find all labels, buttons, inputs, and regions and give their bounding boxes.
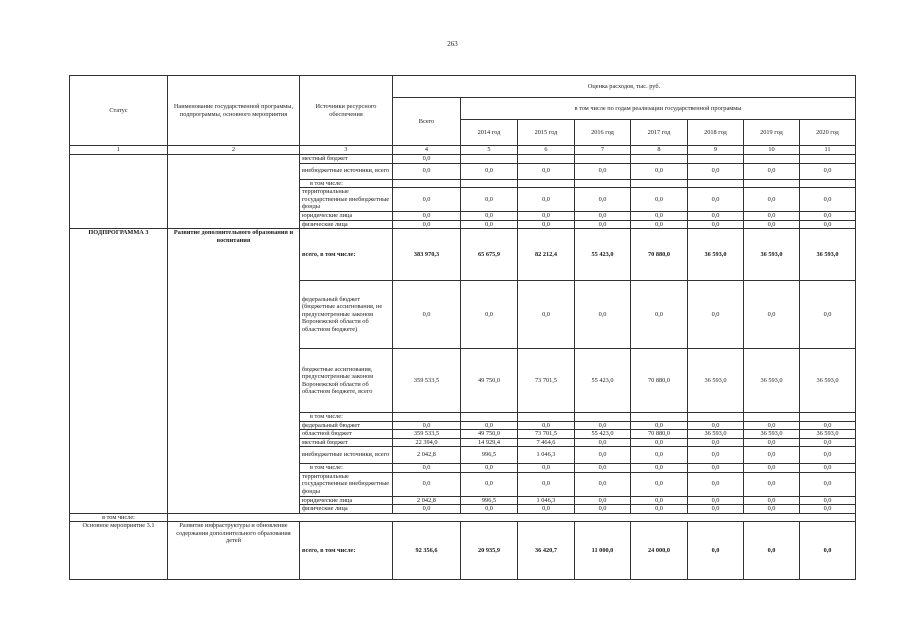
value-cell: 55 423,0 — [575, 349, 631, 413]
value-cell — [518, 155, 575, 164]
value-cell: 0,0 — [518, 464, 575, 473]
empty-cell — [168, 513, 856, 522]
value-cell: 0,0 — [800, 281, 856, 349]
value-cell: 0,0 — [575, 212, 631, 221]
source-label: в том числе: — [300, 179, 393, 188]
value-cell — [800, 179, 856, 188]
value-cell: 0,0 — [631, 212, 688, 221]
value-cell: 2 042,8 — [393, 447, 461, 464]
column-number: 8 — [631, 146, 688, 155]
value-cell: 0,0 — [575, 472, 631, 496]
value-cell: 36 593,0 — [688, 430, 744, 439]
value-cell — [744, 179, 800, 188]
value-cell: 0,0 — [800, 421, 856, 430]
value-cell: 36 420,7 — [518, 522, 575, 580]
source-label: всего, в том числе: — [300, 229, 393, 281]
value-cell: 0,0 — [800, 447, 856, 464]
value-cell — [575, 179, 631, 188]
value-cell: 0,0 — [518, 281, 575, 349]
value-cell: 0,0 — [688, 281, 744, 349]
value-cell: 0,0 — [800, 522, 856, 580]
value-cell: 92 356,6 — [393, 522, 461, 580]
value-cell: 36 593,0 — [800, 229, 856, 281]
header-year: 2020 год — [800, 120, 856, 146]
value-cell: 11 000,0 — [575, 522, 631, 580]
value-cell: 0,0 — [744, 281, 800, 349]
source-label: всего, в том числе: — [300, 522, 393, 580]
value-cell: 82 212,4 — [518, 229, 575, 281]
column-number: 11 — [800, 146, 856, 155]
value-cell: 0,0 — [688, 472, 744, 496]
value-cell: 0,0 — [688, 464, 744, 473]
value-cell: 0,0 — [518, 220, 575, 229]
value-cell: 0,0 — [688, 496, 744, 505]
value-cell: 7 464,6 — [518, 438, 575, 447]
value-cell: 0,0 — [393, 421, 461, 430]
value-cell: 0,0 — [393, 155, 461, 164]
value-cell: 0,0 — [575, 505, 631, 514]
value-cell: 24 000,0 — [631, 522, 688, 580]
subprogram-status: ПОДПРОГРАММА 3 — [70, 229, 168, 514]
value-cell: 0,0 — [575, 447, 631, 464]
value-cell: 0,0 — [518, 421, 575, 430]
header-year: 2016 год — [575, 120, 631, 146]
value-cell: 70 880,0 — [631, 430, 688, 439]
value-cell: 0,0 — [461, 188, 518, 212]
value-cell — [575, 155, 631, 164]
value-cell: 0,0 — [461, 464, 518, 473]
source-label: федеральный бюджет — [300, 421, 393, 430]
value-cell: 0,0 — [744, 464, 800, 473]
value-cell: 73 701,5 — [518, 430, 575, 439]
measure-status: Основное мероприятие 3.1 — [70, 522, 168, 580]
value-cell: 0,0 — [393, 281, 461, 349]
table-row — [70, 155, 856, 164]
value-cell: 36 593,0 — [800, 430, 856, 439]
value-cell: 0,0 — [631, 163, 688, 179]
value-cell: 0,0 — [461, 220, 518, 229]
value-cell: 0,0 — [631, 496, 688, 505]
value-cell: 0,0 — [575, 464, 631, 473]
value-cell: 0,0 — [461, 472, 518, 496]
value-cell: 0,0 — [688, 447, 744, 464]
value-cell: 0,0 — [744, 188, 800, 212]
value-cell — [800, 413, 856, 422]
header-total: Всего — [393, 98, 461, 146]
value-cell: 0,0 — [800, 505, 856, 514]
value-cell: 49 750,0 — [461, 430, 518, 439]
value-cell: 0,0 — [518, 188, 575, 212]
value-cell: 996,5 — [461, 447, 518, 464]
value-cell: 0,0 — [461, 505, 518, 514]
measure-name: Развитие инфраструктуры и обновление содержания дополнительного образования детей — [168, 522, 300, 580]
column-number: 5 — [461, 146, 518, 155]
value-cell: 0,0 — [393, 212, 461, 221]
value-cell: 0,0 — [688, 220, 744, 229]
value-cell: 0,0 — [518, 472, 575, 496]
value-cell: 0,0 — [688, 421, 744, 430]
value-cell: 0,0 — [744, 447, 800, 464]
value-cell: 996,5 — [461, 496, 518, 505]
value-cell: 0,0 — [800, 220, 856, 229]
table-row — [70, 513, 856, 522]
value-cell — [744, 155, 800, 164]
value-cell: 0,0 — [800, 472, 856, 496]
value-cell: 0,0 — [688, 163, 744, 179]
value-cell: 0,0 — [631, 464, 688, 473]
value-cell: 0,0 — [393, 220, 461, 229]
header-year: 2019 год — [744, 120, 800, 146]
value-cell: 36 593,0 — [744, 229, 800, 281]
value-cell: 0,0 — [461, 421, 518, 430]
source-label: внебюджетные источники, всего — [300, 447, 393, 464]
value-cell: 0,0 — [688, 188, 744, 212]
value-cell: 0,0 — [393, 163, 461, 179]
column-number: 6 — [518, 146, 575, 155]
page-number: 263 — [447, 40, 458, 48]
source-label: местный бюджет — [300, 438, 393, 447]
value-cell: 1 046,3 — [518, 447, 575, 464]
value-cell: 0,0 — [393, 464, 461, 473]
value-cell: 0,0 — [575, 496, 631, 505]
value-cell: 0,0 — [461, 163, 518, 179]
value-cell: 0,0 — [744, 505, 800, 514]
value-cell: 0,0 — [688, 438, 744, 447]
value-cell — [393, 179, 461, 188]
value-cell: 0,0 — [744, 522, 800, 580]
value-cell: 2 042,8 — [393, 496, 461, 505]
value-cell: 0,0 — [461, 281, 518, 349]
value-cell — [688, 413, 744, 422]
value-cell: 22 394,0 — [393, 438, 461, 447]
value-cell: 73 701,5 — [518, 349, 575, 413]
source-label: физические лица — [300, 220, 393, 229]
value-cell: 0,0 — [800, 163, 856, 179]
value-cell: 0,0 — [393, 188, 461, 212]
value-cell: 70 880,0 — [631, 349, 688, 413]
header-status: Статус — [70, 76, 168, 146]
value-cell: 0,0 — [575, 220, 631, 229]
value-cell: 14 929,4 — [461, 438, 518, 447]
value-cell: 0,0 — [744, 421, 800, 430]
value-cell: 0,0 — [744, 496, 800, 505]
column-number: 3 — [300, 146, 393, 155]
source-label: бюджетные ассигнования, предусмотренные законом Воронежской области об областном бюджете, всего — [300, 349, 393, 413]
value-cell: 0,0 — [688, 505, 744, 514]
value-cell: 0,0 — [800, 464, 856, 473]
value-cell — [461, 413, 518, 422]
source-label: областной бюджет — [300, 430, 393, 439]
value-cell — [393, 413, 461, 422]
value-cell — [688, 179, 744, 188]
value-cell: 70 880,0 — [631, 229, 688, 281]
value-cell: 0,0 — [744, 163, 800, 179]
value-cell: 55 423,0 — [575, 430, 631, 439]
value-cell: 0,0 — [800, 496, 856, 505]
header-year: 2015 год — [518, 120, 575, 146]
value-cell: 0,0 — [688, 522, 744, 580]
value-cell: 36 593,0 — [800, 349, 856, 413]
value-cell: 55 423,0 — [575, 229, 631, 281]
value-cell: 0,0 — [688, 212, 744, 221]
column-number: 1 — [70, 146, 168, 155]
value-cell — [518, 179, 575, 188]
name-cell — [168, 155, 300, 229]
header-by-years: в том числе по годам реализации государственной программы — [461, 98, 856, 120]
value-cell: 0,0 — [744, 438, 800, 447]
value-cell: 0,0 — [800, 188, 856, 212]
status-cell — [70, 155, 168, 229]
value-cell — [575, 413, 631, 422]
value-cell: 0,0 — [575, 421, 631, 430]
header-estimate: Оценка расходов, тыс. руб. — [393, 76, 856, 98]
budget-table — [69, 75, 856, 580]
column-number: 7 — [575, 146, 631, 155]
source-label: юридические лица — [300, 212, 393, 221]
value-cell: 0,0 — [575, 281, 631, 349]
value-cell — [688, 155, 744, 164]
source-label: местный бюджет — [300, 155, 393, 164]
value-cell — [800, 155, 856, 164]
value-cell: 0,0 — [631, 188, 688, 212]
header-year: 2017 год — [631, 120, 688, 146]
source-label: в том числе: — [300, 413, 393, 422]
source-label: внебюджетные источники, всего — [300, 163, 393, 179]
value-cell — [744, 413, 800, 422]
value-cell — [631, 179, 688, 188]
subprogram-name: Развитие дополнительного образования и воспитания — [168, 229, 300, 514]
value-cell: 36 593,0 — [744, 430, 800, 439]
including-label: в том числе: — [70, 513, 168, 522]
value-cell: 1 046,3 — [518, 496, 575, 505]
value-cell — [461, 179, 518, 188]
column-number: 2 — [168, 146, 300, 155]
value-cell: 0,0 — [631, 220, 688, 229]
header-name: Наименование государственной программы, подпрограммы, основного мероприятия — [168, 76, 300, 146]
value-cell: 0,0 — [631, 438, 688, 447]
value-cell: 0,0 — [518, 505, 575, 514]
column-number: 4 — [393, 146, 461, 155]
value-cell: 0,0 — [631, 505, 688, 514]
value-cell: 0,0 — [575, 163, 631, 179]
column-number: 10 — [744, 146, 800, 155]
source-label: территориальные государственные внебюджетные фонды — [300, 188, 393, 212]
value-cell: 0,0 — [461, 212, 518, 221]
value-cell: 36 593,0 — [688, 349, 744, 413]
value-cell: 0,0 — [575, 438, 631, 447]
source-label: юридические лица — [300, 496, 393, 505]
source-label: в том числе: — [300, 464, 393, 473]
value-cell — [461, 155, 518, 164]
value-cell: 0,0 — [631, 421, 688, 430]
table-row — [70, 522, 856, 580]
source-label: физические лица — [300, 505, 393, 514]
value-cell: 359 533,5 — [393, 349, 461, 413]
value-cell: 65 675,9 — [461, 229, 518, 281]
value-cell: 383 970,3 — [393, 229, 461, 281]
header-sources: Источники ресурсного обеспечения — [300, 76, 393, 146]
source-label: федеральный бюджет (бюджетные ассигнования, не предусмотренные законом Воронежской области об областном бюджете) — [300, 281, 393, 349]
value-cell — [631, 155, 688, 164]
value-cell: 49 750,0 — [461, 349, 518, 413]
value-cell: 0,0 — [393, 472, 461, 496]
value-cell: 20 935,9 — [461, 522, 518, 580]
value-cell: 0,0 — [744, 220, 800, 229]
value-cell: 36 593,0 — [688, 229, 744, 281]
value-cell: 359 533,5 — [393, 430, 461, 439]
value-cell: 0,0 — [575, 188, 631, 212]
value-cell: 0,0 — [800, 438, 856, 447]
table-row — [70, 229, 856, 281]
header-year: 2014 год — [461, 120, 518, 146]
column-number: 9 — [688, 146, 744, 155]
value-cell: 36 593,0 — [744, 349, 800, 413]
header-year: 2018 год — [688, 120, 744, 146]
value-cell — [518, 413, 575, 422]
value-cell: 0,0 — [631, 472, 688, 496]
value-cell: 0,0 — [744, 212, 800, 221]
value-cell: 0,0 — [800, 212, 856, 221]
value-cell: 0,0 — [744, 472, 800, 496]
value-cell: 0,0 — [518, 163, 575, 179]
value-cell: 0,0 — [631, 447, 688, 464]
value-cell — [631, 413, 688, 422]
value-cell: 0,0 — [631, 281, 688, 349]
value-cell: 0,0 — [393, 505, 461, 514]
value-cell: 0,0 — [518, 212, 575, 221]
source-label: территориальные государственные внебюджетные фонды — [300, 472, 393, 496]
